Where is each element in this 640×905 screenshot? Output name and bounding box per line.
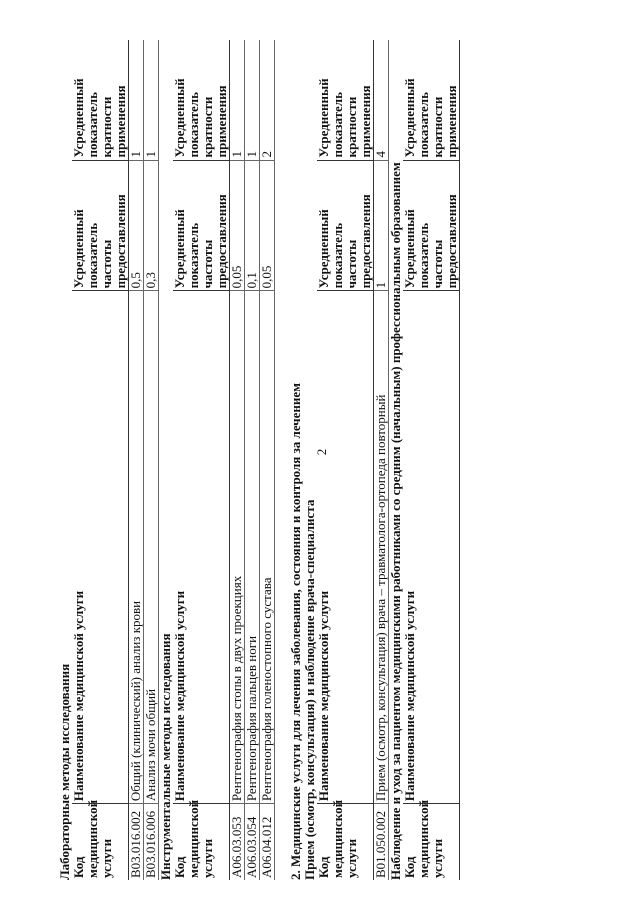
cell-multiplicity: 2 bbox=[260, 40, 275, 160]
header-name: Наименование медицинской услуги bbox=[173, 291, 230, 804]
header-name: Наименование медицинской услуги bbox=[403, 291, 460, 804]
cell-multiplicity: 1 bbox=[129, 40, 144, 160]
header-code: Код медицинской услуги bbox=[403, 804, 460, 880]
cell-multiplicity: 4 bbox=[374, 40, 389, 160]
section-title-lab: Лабораторные методы исследования bbox=[57, 663, 72, 880]
header-multiplicity: Усредненный показатель кратности применения bbox=[72, 40, 129, 160]
page-number: 2 bbox=[314, 448, 329, 456]
table-row bbox=[245, 40, 260, 880]
cell-code: B01.050.002 bbox=[374, 804, 389, 880]
table-header bbox=[317, 40, 374, 880]
table-header bbox=[403, 40, 460, 880]
header-multiplicity: Усредненный показатель кратности применения bbox=[317, 40, 374, 160]
cell-name: Рентгенография стопы в двух проекциях bbox=[230, 291, 245, 804]
cell-multiplicity: 1 bbox=[245, 40, 260, 160]
cell-code: A06.04.012 bbox=[260, 804, 275, 880]
header-frequency: Усредненный показатель частоты предоставления bbox=[173, 160, 230, 291]
cell-name: Анализ мочи общий bbox=[144, 291, 159, 804]
cell-multiplicity: 1 bbox=[144, 40, 159, 160]
cell-frequency: 0,05 bbox=[260, 160, 275, 291]
cell-frequency: 0,3 bbox=[144, 160, 159, 291]
header-multiplicity: Усредненный показатель кратности применения bbox=[403, 40, 460, 160]
cell-name: Рентгенография голеностопного сустава bbox=[260, 291, 275, 804]
table-row bbox=[144, 40, 159, 880]
cell-name: Рентгенография пальцев ноги bbox=[245, 291, 260, 804]
table-lab bbox=[72, 40, 159, 880]
cell-name: Общий (клинический) анализ крови bbox=[129, 291, 144, 804]
header-frequency: Усредненный показатель частоты предоставления bbox=[403, 160, 460, 291]
section-title-nursing: Наблюдение и уход за пациентом медицинскими работниками со средним (начальным) профессиональным образованием bbox=[388, 162, 403, 880]
table-row bbox=[374, 40, 389, 880]
header-code: Код медицинской услуги bbox=[173, 804, 230, 880]
rotated-content bbox=[58, 40, 638, 880]
cell-multiplicity: 1 bbox=[230, 40, 245, 160]
header-code: Код медицинской услуги bbox=[72, 804, 129, 880]
table-appointment bbox=[317, 40, 389, 880]
table-header bbox=[173, 40, 230, 880]
header-code: Код медицинской услуги bbox=[317, 804, 374, 880]
table-row bbox=[230, 40, 245, 880]
table-row bbox=[260, 40, 275, 880]
cell-frequency: 0,05 bbox=[230, 160, 245, 291]
section-title-instrumental: Инструментальные методы исследования bbox=[158, 633, 173, 880]
cell-name: Прием (осмотр, консультация) врача – травматолога-ортопеда повторный bbox=[374, 291, 389, 804]
cell-code: A06.03.054 bbox=[245, 804, 260, 880]
header-multiplicity: Усредненный показатель кратности применения bbox=[173, 40, 230, 160]
header-frequency: Усредненный показатель частоты предоставления bbox=[72, 160, 129, 291]
cell-code: B03.016.002 bbox=[129, 804, 144, 880]
cell-frequency: 0,5 bbox=[129, 160, 144, 291]
table-header bbox=[72, 40, 129, 880]
cell-code: B03.016.006 bbox=[144, 804, 159, 880]
cell-code: A06.03.053 bbox=[230, 804, 245, 880]
header-frequency: Усредненный показатель частоты предоставления bbox=[317, 160, 374, 291]
header-name: Наименование медицинской услуги bbox=[72, 291, 129, 804]
part2-title: 2. Медицинские услуги для лечения заболевания, состояния и контроля за лечением bbox=[288, 382, 303, 880]
table-row bbox=[129, 40, 144, 880]
table-nursing bbox=[403, 40, 460, 880]
table-instrumental bbox=[173, 40, 275, 880]
cell-frequency: 0,1 bbox=[245, 160, 260, 291]
header-name: Наименование медицинской услуги bbox=[317, 291, 374, 804]
cell-frequency: 1 bbox=[374, 160, 389, 291]
section-title-appointment: Прием (осмотр, консультация) и наблюдение врача-специалиста bbox=[302, 499, 317, 880]
